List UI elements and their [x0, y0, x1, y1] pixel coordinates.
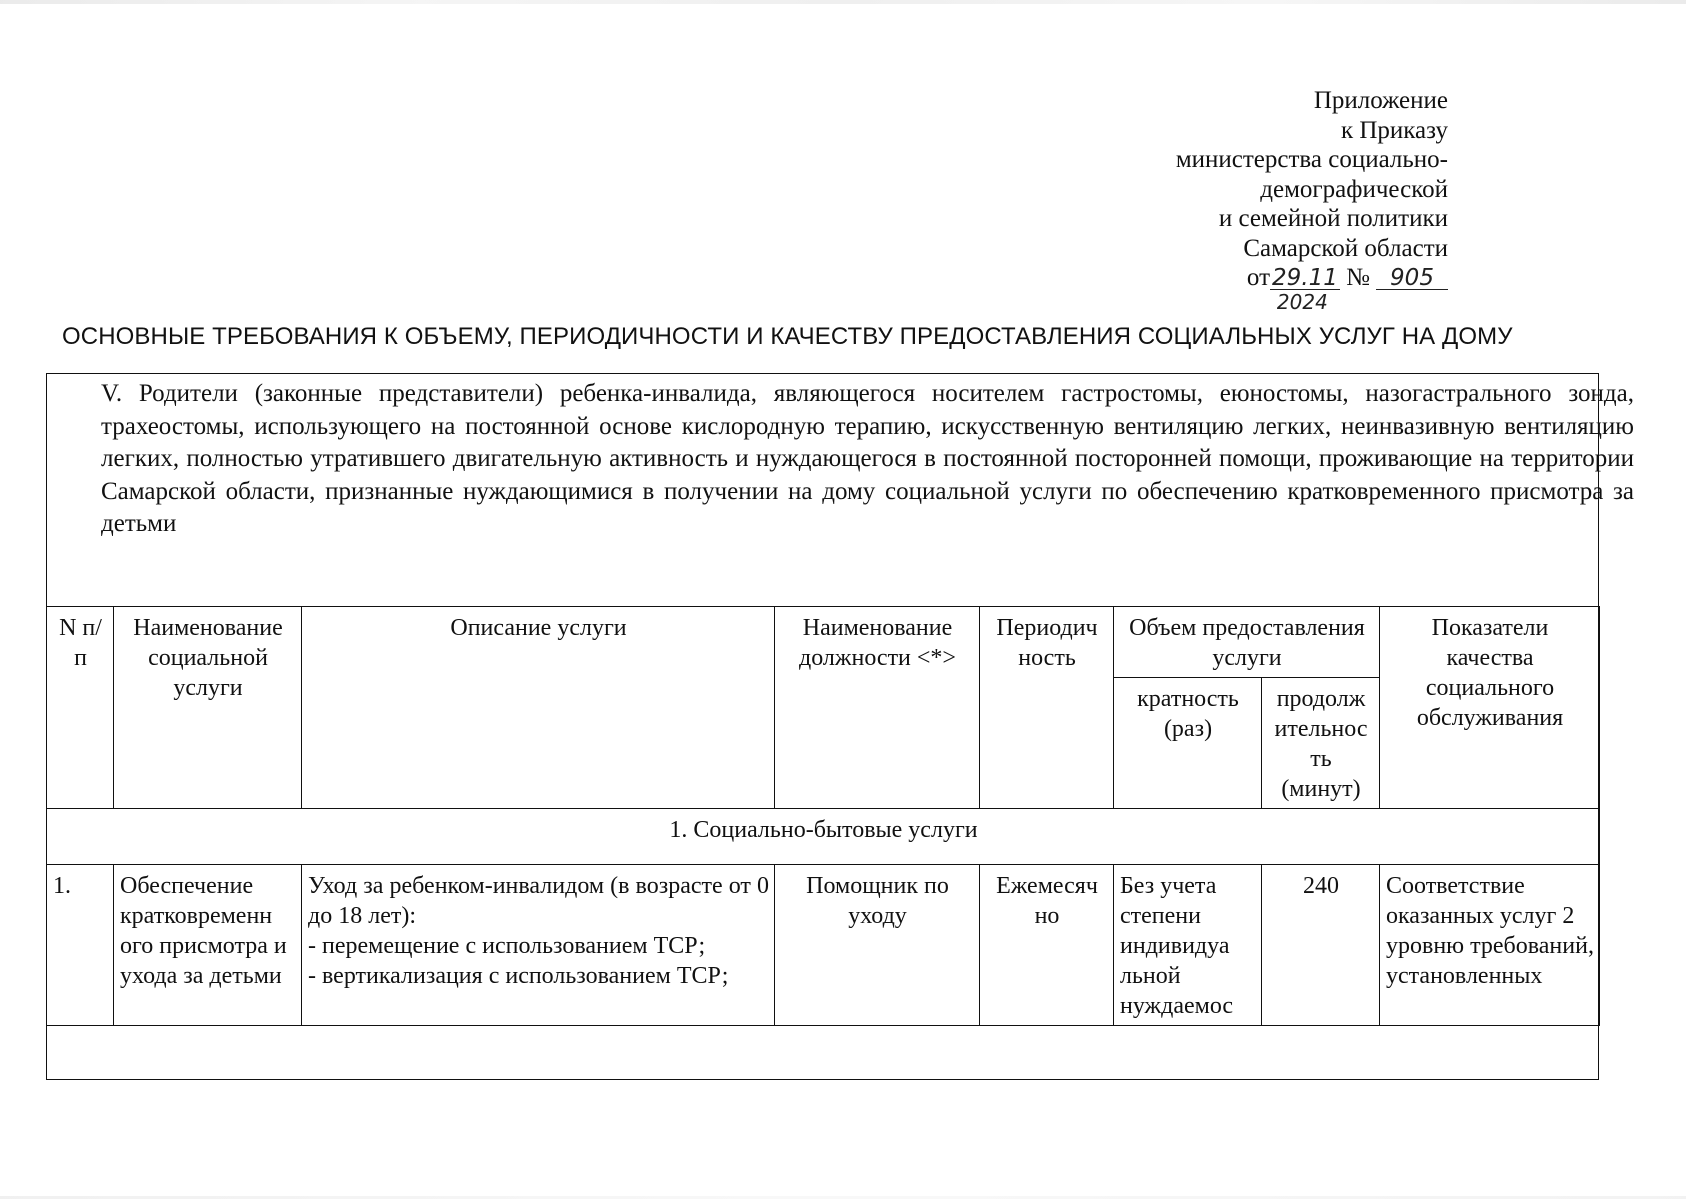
header-service-name: Наименование социальной услуги [114, 607, 302, 809]
header-periodicity: Периодич ность [980, 607, 1114, 809]
description-item-1: - перемещение с использованием ТСР; [308, 933, 706, 959]
header-description: Описание услуги [302, 607, 775, 809]
row-position: Помощник по уходу [775, 865, 980, 1026]
table-group-row [47, 809, 1600, 865]
from-label: от [1246, 264, 1271, 291]
header-volume: Объем предоставления услуги [1114, 607, 1380, 678]
annex-line-5: и семейной политики [1218, 205, 1448, 232]
annex-line-4: демографической [1260, 175, 1448, 203]
number-label: № [1346, 264, 1370, 291]
row-service-name: Обеспечение кратковременн ого присмотра и ухода за детьми [114, 865, 302, 1026]
requirements-frame [46, 373, 1634, 1080]
document-title: ОСНОВНЫЕ ТРЕБОВАНИЯ К ОБЪЕМУ, ПЕРИОДИЧНОСТИ И КАЧЕСТВУ ПРЕДОСТАВЛЕНИЯ СОЦИАЛЬНЫХ УСЛУГ НА ДОМУ [62, 323, 1513, 350]
header-duration: продолж ительнос ть (минут) [1262, 678, 1380, 809]
row-duration: 240 [1262, 865, 1380, 1026]
annex-date-line [1176, 263, 1448, 314]
row-num: 1. [47, 865, 114, 1026]
scan-artifact-bottom [0, 1196, 1686, 1199]
group-title: 1. Социально-бытовые услуги [47, 809, 1600, 865]
row-periodicity: Ежемесяч но [980, 865, 1114, 1026]
handwritten-year: 2024 [1276, 290, 1328, 314]
annex-line-3: министерства социально- [1175, 146, 1448, 173]
table-row [47, 865, 1600, 1026]
annex-line-1: Приложение [1313, 87, 1448, 114]
header-frequency: кратность (раз) [1114, 678, 1262, 809]
handwritten-date: 29.11 [1272, 265, 1338, 291]
row-description [302, 865, 775, 1026]
scan-artifact-top [0, 0, 1686, 4]
handwritten-order-number: 905 [1376, 267, 1448, 290]
order-date [1246, 263, 1340, 314]
section-text: V. Родители (законные представители) ребенка-инвалида, являющегося носителем гастростомы, еюностомы, назогастрального зонда, трахеостомы, использующего на постоянной основе кислородную терапию, искусственную вентиляцию легких, неинвазивную вентиляцию легких, полностью утратившего двигательную активность и нуждающегося в постоянной посторонней помощи, проживающие на территории Самарской области, признанные нуждающимися в получении на дому социальной услуги по обеспечению кратковременного присмотра за детьми [101, 380, 1634, 537]
annex-line-2: к Приказу [1340, 116, 1448, 144]
header-quality: Показатели качества социального обслуживания [1380, 607, 1600, 809]
annex-block [1175, 86, 1448, 314]
table-header-row [47, 607, 1600, 678]
description-intro: Уход за ребенком-инвалидом (в возрасте от 0 до 18 лет): [308, 873, 769, 929]
requirements-table [46, 606, 1600, 1026]
section-heading [95, 378, 1640, 541]
annex-line-6: Самарской области [1243, 234, 1448, 262]
header-num: N п/п [47, 607, 114, 809]
description-item-2: - вертикализация с использованием ТСР; [308, 963, 729, 989]
header-position: Наименование должности <*> [775, 607, 980, 809]
row-frequency: Без учета степени индивидуа льной нуждаемос [1114, 865, 1262, 1026]
row-quality: Соответствие оказанных услуг 2 уровню требований, установленных [1380, 865, 1600, 1026]
